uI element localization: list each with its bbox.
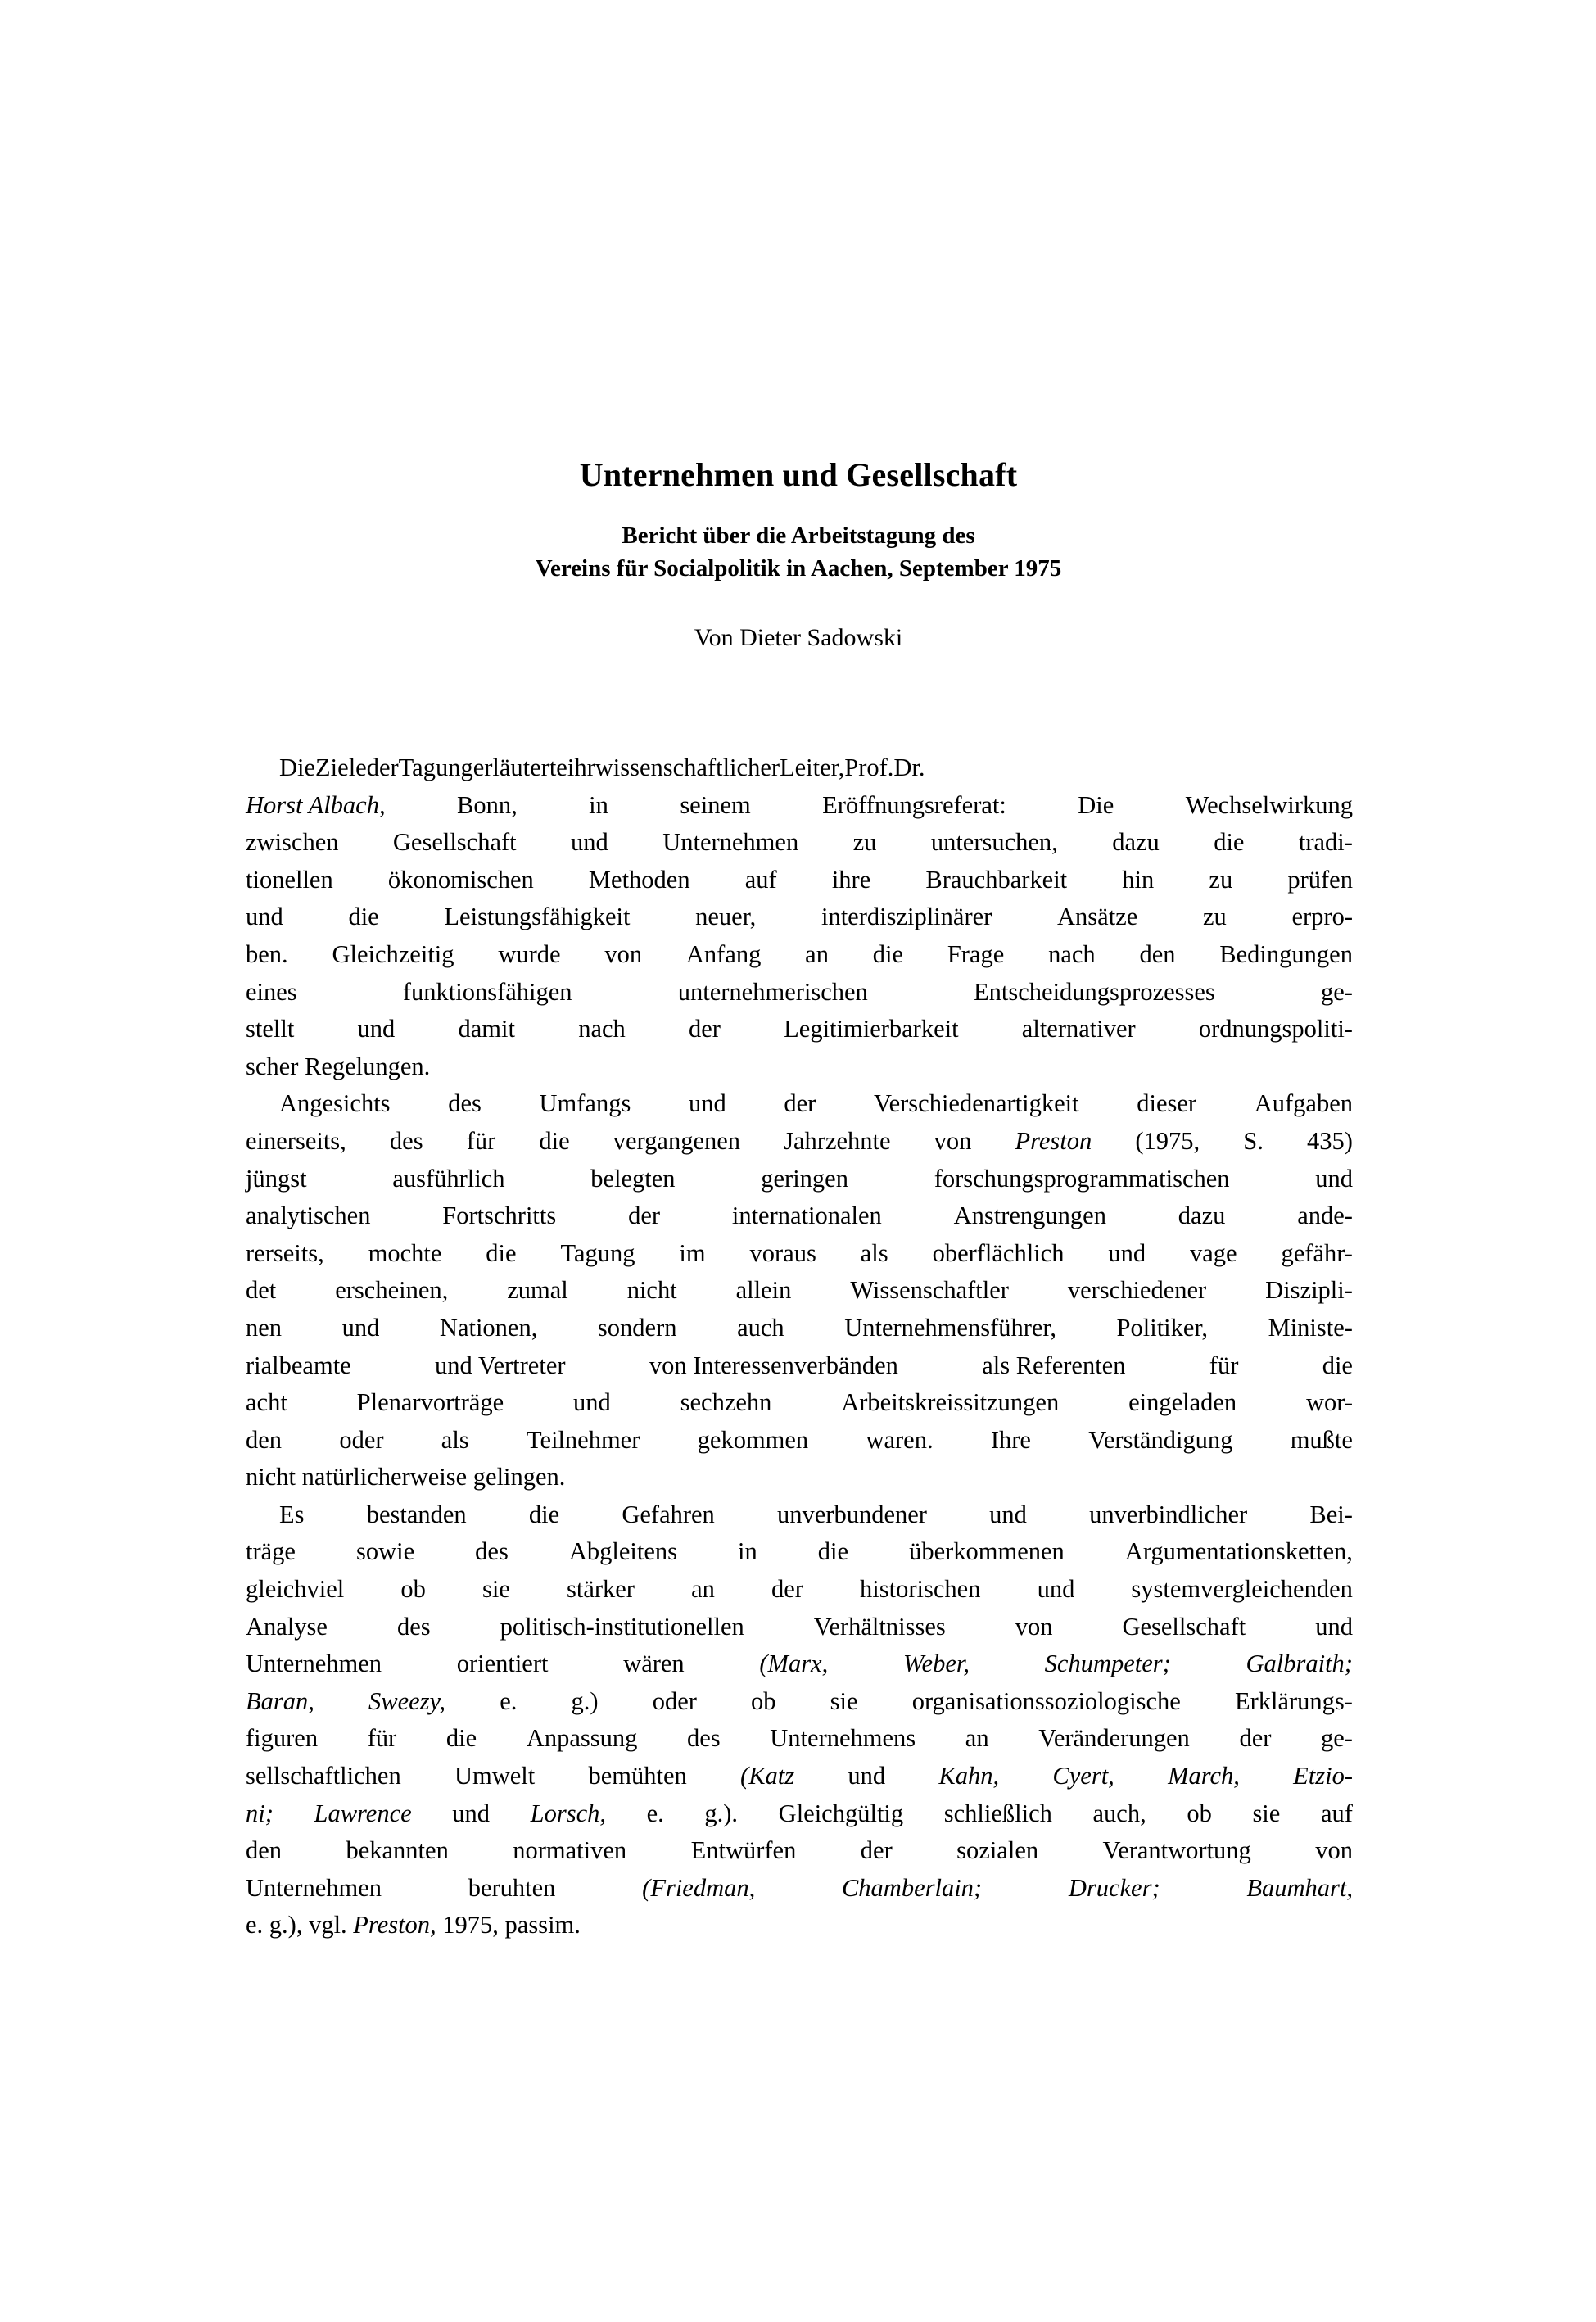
word: Prof. — [844, 754, 894, 781]
word: ande- — [1297, 1202, 1353, 1230]
word: und — [341, 1313, 380, 1342]
word: von — [934, 1126, 972, 1155]
word: stellt — [246, 1015, 295, 1043]
word: und — [573, 1388, 611, 1417]
word: Gleichgültig — [778, 1799, 904, 1827]
word: untersuchen, — [930, 828, 1058, 857]
word: die — [872, 939, 904, 968]
word: ökonomischen — [387, 865, 534, 894]
word: e. g.), vgl. — [246, 1911, 354, 1940]
word: figuren — [246, 1724, 319, 1753]
word: (1975, — [1135, 1126, 1200, 1155]
word: Gesellschaft — [1122, 1612, 1246, 1641]
word: den — [246, 1836, 283, 1865]
text-line — [246, 936, 1353, 974]
word: Die — [1078, 790, 1114, 819]
word: Ministe- — [1268, 1313, 1353, 1342]
word: in — [589, 790, 608, 819]
word: zumal — [507, 1276, 568, 1305]
cited-name: Lawrence — [314, 1799, 412, 1827]
word: bemühten — [588, 1762, 687, 1790]
text-line — [246, 1011, 1353, 1048]
cited-name: Lorsch, — [530, 1799, 606, 1827]
word: nach — [1048, 939, 1096, 968]
word: oberflächlich — [932, 1238, 1065, 1267]
word: und — [1108, 1238, 1146, 1267]
word: Leiter, — [780, 754, 845, 781]
word: die — [528, 1500, 560, 1528]
cited-name: Preston, — [353, 1911, 436, 1940]
cited-name: Preston — [1015, 1126, 1092, 1155]
cited-name: Galbraith; — [1246, 1650, 1353, 1678]
text-line — [246, 1310, 1353, 1347]
word: Argumentationsketten, — [1124, 1537, 1353, 1566]
word: erpro- — [1291, 903, 1353, 931]
para-3 — [246, 1496, 1353, 1944]
text-line — [246, 1683, 1353, 1721]
word: ben. — [246, 939, 288, 968]
word: Methoden — [588, 865, 690, 894]
text-line — [246, 1161, 1353, 1198]
text-line — [246, 1720, 1353, 1758]
word: 1975, passim. — [436, 1911, 581, 1940]
word: belegten — [590, 1164, 676, 1193]
subtitle-line-1: Bericht über die Arbeitstagung des — [622, 523, 975, 549]
word: als Referenten — [982, 1351, 1126, 1379]
word: Legitimierbarkeit — [784, 1015, 959, 1043]
word: e. — [500, 1686, 518, 1715]
word: orientiert — [456, 1650, 549, 1678]
cited-name: Etzio- — [1293, 1762, 1353, 1790]
word: unternehmerischen — [677, 977, 868, 1006]
word: damit — [458, 1015, 515, 1043]
word: Bonn, — [457, 790, 518, 819]
word: Anfang — [685, 939, 762, 968]
cited-name: Horst Albach, — [246, 790, 386, 819]
cited-name: Baumhart, — [1246, 1873, 1353, 1902]
word: und — [1315, 1612, 1353, 1641]
word: die — [348, 903, 379, 931]
word: oder — [339, 1425, 384, 1454]
word: Ziele — [315, 754, 367, 781]
word: die — [539, 1126, 570, 1155]
word: Umfangs — [539, 1089, 631, 1118]
word: Ihre — [990, 1425, 1031, 1454]
text-line — [246, 1347, 1353, 1385]
word: Erklärungs- — [1234, 1686, 1353, 1715]
word: Gefahren — [622, 1500, 715, 1528]
word: der — [628, 1202, 661, 1230]
word: verschiedener — [1067, 1276, 1207, 1305]
word: sie — [1252, 1799, 1281, 1827]
word: nach — [578, 1015, 626, 1043]
word: sie — [482, 1575, 510, 1604]
word: Gesellschaft — [392, 828, 517, 857]
word: ob — [1187, 1799, 1212, 1827]
word: und — [246, 903, 283, 931]
text-line — [246, 1235, 1353, 1273]
word: Frage — [947, 939, 1005, 968]
word: sellschaftlichen — [246, 1762, 401, 1790]
word: Umwelt — [454, 1762, 536, 1790]
cited-name: Cyert, — [1052, 1762, 1114, 1790]
word: Unternehmens — [770, 1724, 916, 1753]
word: der — [784, 1089, 816, 1118]
word: auf — [1320, 1799, 1353, 1827]
word: tionellen — [246, 865, 333, 894]
word: in — [738, 1537, 757, 1566]
word: und — [989, 1500, 1027, 1528]
text-line — [246, 787, 1353, 825]
word: zwischen — [246, 828, 339, 857]
word: der — [688, 1015, 721, 1043]
text-line — [246, 1907, 1353, 1944]
word: ihre — [831, 865, 871, 894]
word: einerseits, — [246, 1126, 346, 1155]
word: Arbeitskreissitzungen — [841, 1388, 1060, 1417]
word: und — [848, 1762, 886, 1790]
text-line — [246, 1197, 1353, 1235]
word: an — [965, 1724, 989, 1753]
word: acht — [246, 1388, 287, 1417]
text-line — [246, 1832, 1353, 1870]
word: nen — [246, 1313, 283, 1342]
word: analytischen — [246, 1202, 371, 1230]
word: die — [1322, 1351, 1353, 1379]
word: dieser — [1137, 1089, 1197, 1118]
author-byline: Von Dieter Sadowski — [694, 624, 903, 652]
text-line — [246, 1758, 1353, 1795]
word: ob — [751, 1686, 776, 1715]
word: e. — [646, 1799, 664, 1827]
word: Fortschritts — [442, 1202, 557, 1230]
word: eines — [246, 977, 297, 1006]
word: Verschiedenartigkeit — [873, 1089, 1079, 1118]
word: dazu — [1178, 1202, 1226, 1230]
word: der — [771, 1575, 803, 1604]
cited-name: Weber, — [902, 1650, 970, 1678]
word: normativen — [513, 1836, 627, 1865]
text-line — [246, 1533, 1353, 1571]
text-line — [246, 1571, 1353, 1609]
word: den — [1139, 939, 1176, 968]
text-line — [246, 749, 1353, 787]
word: hin — [1122, 865, 1155, 894]
word: sowie — [355, 1537, 415, 1566]
word: von — [1015, 1612, 1053, 1641]
text-line — [246, 1609, 1353, 1646]
word: gleichviel — [246, 1575, 345, 1604]
article-body — [246, 749, 1353, 1944]
word: an — [805, 939, 829, 968]
word: tradi- — [1298, 828, 1353, 857]
text-line — [246, 1123, 1353, 1161]
word: von Interessenverbänden — [649, 1351, 898, 1379]
word: Abgleitens — [568, 1537, 678, 1566]
word: der — [1239, 1724, 1272, 1753]
word: auch — [737, 1313, 784, 1342]
cited-name: March, — [1168, 1762, 1240, 1790]
word: des — [389, 1126, 423, 1155]
word: für — [466, 1126, 496, 1155]
text-line — [246, 1422, 1353, 1460]
word: Unternehmen — [246, 1873, 382, 1902]
text-line — [246, 1384, 1353, 1422]
word: Die — [279, 754, 316, 781]
word: sozialen — [956, 1836, 1039, 1865]
word: systemvergleichenden — [1131, 1575, 1353, 1604]
word: Unternehmensführer, — [844, 1313, 1056, 1342]
word: interdisziplinärer — [821, 903, 992, 931]
word: auch, — [1092, 1799, 1146, 1827]
word: für — [1209, 1351, 1239, 1379]
word: zu — [1209, 865, 1233, 894]
word: unverbindlicher — [1089, 1500, 1248, 1528]
word: an — [691, 1575, 715, 1604]
word: ordnungspoliti- — [1198, 1015, 1353, 1043]
word: sechzehn — [680, 1388, 772, 1417]
text-line — [246, 1048, 1353, 1086]
text-line — [246, 824, 1353, 862]
word: Angesichts — [279, 1089, 391, 1118]
word: bestanden — [366, 1500, 467, 1528]
word: vergangenen — [613, 1126, 741, 1155]
page-title: Unternehmen und Gesellschaft — [579, 456, 1018, 493]
para-2 — [246, 1085, 1353, 1496]
word: Politiker, — [1116, 1313, 1209, 1342]
word: und — [357, 1015, 396, 1043]
word: Tagung — [560, 1238, 635, 1267]
word: organisationssoziologische — [911, 1686, 1181, 1715]
word: erläuterte — [472, 754, 567, 781]
word: gefähr- — [1281, 1238, 1353, 1267]
word: Unternehmen — [246, 1650, 382, 1678]
text-line — [246, 1459, 1353, 1496]
word: dazu — [1112, 828, 1160, 857]
word: sondern — [597, 1313, 677, 1342]
word: oder — [652, 1686, 697, 1715]
word: und — [1037, 1575, 1075, 1604]
word: Jahrzehnte — [784, 1126, 891, 1155]
word: der — [366, 754, 399, 781]
word: allein — [735, 1276, 792, 1305]
article-subtitle — [246, 519, 1351, 585]
word: S. — [1243, 1126, 1264, 1155]
word: Entwürfen — [690, 1836, 797, 1865]
text-line — [246, 1870, 1353, 1908]
word: Bei- — [1309, 1500, 1353, 1528]
word: von — [1315, 1836, 1353, 1865]
word: Plenarvorträge — [356, 1388, 504, 1417]
word: scher Regelungen. — [246, 1052, 431, 1080]
word: beruhten — [468, 1873, 556, 1902]
text-line — [246, 898, 1353, 936]
word: Ansätze — [1057, 903, 1138, 931]
word: mochte — [368, 1238, 442, 1267]
word: Analyse — [246, 1612, 328, 1641]
word: seinem — [680, 790, 751, 819]
word: die — [1214, 828, 1245, 857]
para-1 — [246, 749, 1353, 1085]
word: wor- — [1306, 1388, 1353, 1417]
word: Wissenschaftler — [850, 1276, 1009, 1305]
word: Bedingungen — [1219, 939, 1353, 968]
text-line — [246, 974, 1353, 1012]
word: Teilnehmer — [526, 1425, 640, 1454]
word: geringen — [761, 1164, 848, 1193]
word: Leistungsfähigkeit — [444, 903, 631, 931]
word: 435) — [1306, 1126, 1353, 1155]
word: vage — [1190, 1238, 1237, 1267]
word: Diszipli- — [1265, 1276, 1353, 1305]
text-line — [246, 1272, 1353, 1310]
word: und — [1315, 1164, 1353, 1193]
word: Verhältnisses — [813, 1612, 946, 1641]
word: ge- — [1321, 977, 1353, 1006]
word: Verantwortung — [1102, 1836, 1251, 1865]
word: stärker — [566, 1575, 635, 1604]
word: und — [571, 828, 608, 857]
word: träge — [246, 1537, 296, 1566]
word: wissenschaftlicher — [595, 754, 780, 781]
cited-name: Schumpeter; — [1044, 1650, 1171, 1678]
word: der — [860, 1836, 893, 1865]
word: zu — [1202, 903, 1227, 931]
word: bekannten — [346, 1836, 449, 1865]
word: des — [475, 1537, 509, 1566]
word: ge- — [1321, 1724, 1353, 1753]
word: als — [441, 1425, 469, 1454]
word: unverbundener — [777, 1500, 927, 1528]
word: für — [367, 1724, 397, 1753]
text-line — [246, 1795, 1353, 1833]
cited-name: (Marx, — [759, 1650, 829, 1678]
cited-name: ni; — [246, 1799, 274, 1827]
word: g.). — [704, 1799, 739, 1827]
word: nicht — [626, 1276, 677, 1305]
article-header — [246, 455, 1351, 653]
word: mußte — [1290, 1425, 1353, 1454]
word: des — [686, 1724, 721, 1753]
word: g.) — [571, 1686, 599, 1715]
word: rialbeamte — [246, 1351, 351, 1379]
word: ausführlich — [392, 1164, 505, 1193]
word: die — [486, 1238, 517, 1267]
subtitle-line-2: Vereins für Socialpolitik in Aachen, September 1975 — [535, 555, 1062, 582]
word: des — [448, 1089, 482, 1118]
cited-name: Baran, — [246, 1686, 314, 1715]
text-line — [246, 1645, 1353, 1683]
word: erscheinen, — [335, 1276, 449, 1305]
word: überkommenen — [909, 1537, 1065, 1566]
word: Gleichzeitig — [332, 939, 454, 968]
cited-name: Kahn, — [938, 1762, 1000, 1790]
word: jüngst — [246, 1164, 307, 1193]
word: gekommen — [697, 1425, 809, 1454]
word: ihr — [567, 754, 595, 781]
word: neuer, — [695, 903, 757, 931]
word: Anpassung — [526, 1724, 638, 1753]
word: Wechselwirkung — [1185, 790, 1353, 819]
word: Entscheidungsprozesses — [974, 977, 1215, 1006]
word: den — [246, 1425, 283, 1454]
word: sie — [830, 1686, 858, 1715]
word: schließlich — [943, 1799, 1052, 1827]
cited-name: Drucker; — [1068, 1873, 1160, 1902]
word: forschungsprogrammatischen — [934, 1164, 1230, 1193]
word: wären — [623, 1650, 685, 1678]
word: und Vertreter — [435, 1351, 566, 1379]
word: Anstrengungen — [953, 1202, 1106, 1230]
word: und — [452, 1799, 491, 1827]
word: prüfen — [1287, 865, 1353, 894]
word: wurde — [498, 939, 561, 968]
word: det — [246, 1276, 277, 1305]
word: Veränderungen — [1038, 1724, 1190, 1753]
word: auf — [744, 865, 777, 894]
word: Tagung — [398, 754, 473, 781]
word: die — [817, 1537, 849, 1566]
word: Unternehmen — [662, 828, 799, 857]
word: alternativer — [1021, 1015, 1136, 1043]
word: und — [688, 1089, 726, 1118]
word: ob — [400, 1575, 426, 1604]
word: Verständigung — [1088, 1425, 1233, 1454]
text-line — [246, 1496, 1353, 1534]
word: politisch-institutionellen — [500, 1612, 744, 1641]
word: rerseits, — [246, 1238, 324, 1267]
word: voraus — [749, 1238, 816, 1267]
cited-name: Chamberlain; — [841, 1873, 983, 1902]
word: Dr. — [893, 754, 925, 781]
word: des — [396, 1612, 431, 1641]
word: im — [679, 1238, 706, 1267]
text-line — [246, 862, 1353, 899]
word: als — [860, 1238, 888, 1267]
cited-name: (Katz — [740, 1762, 795, 1790]
word: von — [604, 939, 643, 968]
word: funktionsfähigen — [402, 977, 572, 1006]
word: Nationen, — [439, 1313, 538, 1342]
word: Brauchbarkeit — [925, 865, 1068, 894]
word: Es — [279, 1500, 305, 1528]
cited-name: (Friedman, — [642, 1873, 756, 1902]
word: internationalen — [731, 1202, 882, 1230]
word: die — [445, 1724, 477, 1753]
word: nicht natürlicherweise gelingen. — [246, 1463, 566, 1491]
word: Eröffnungsreferat: — [822, 790, 1006, 819]
word: waren. — [866, 1425, 934, 1454]
word: historischen — [860, 1575, 981, 1604]
text-line — [246, 1085, 1353, 1123]
word: zu — [852, 828, 877, 857]
word: eingeladen — [1128, 1388, 1237, 1417]
word: Aufgaben — [1254, 1089, 1353, 1118]
cited-name: Sweezy, — [368, 1686, 446, 1715]
